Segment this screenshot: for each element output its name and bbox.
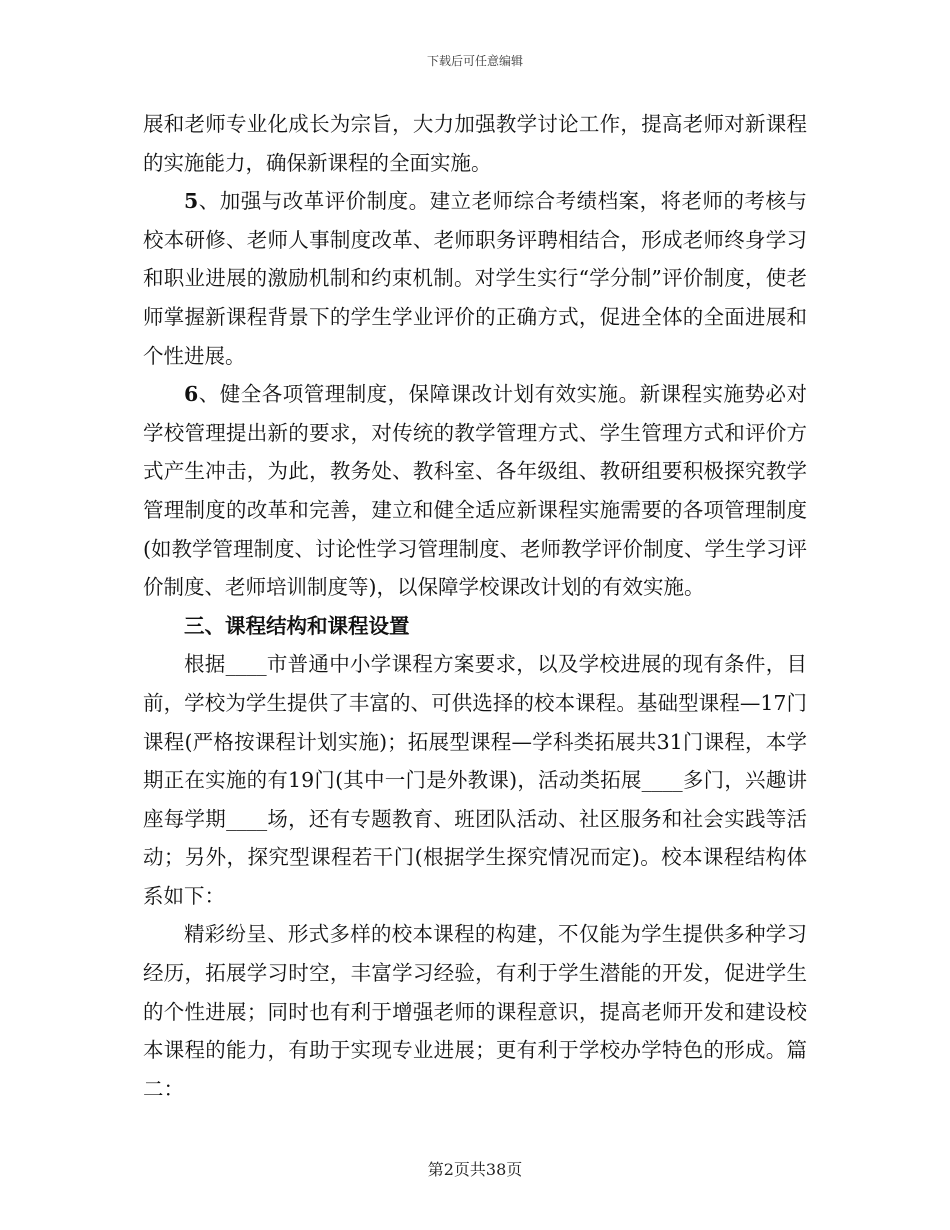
paragraph-curriculum: 根据____市普通中小学课程方案要求，以及学校进展的现有条件，目前，学校为学生提供了丰富的、可供选择的校本课程。基础型课程—17门课程(严格按课程计划实施)；拓展型课程—学科类拓展共31门课程，本学期正在实施的有19门(其中一门是外教课)，活动类拓展____多门，兴趣讲座每学期____场，还有专题教育、班团队活动、社区服务和社会实践等活动；另外，探究型课程若干门(根据学生探究情况而定)。校本课程结构体系如下： (143, 652, 807, 908)
item-number: 6 (184, 382, 199, 407)
paragraph-summary: 精彩纷呈、形式多样的校本课程的构建，不仅能为学生提供多种学习经历，拓展学习时空，丰富学习经验，有利于学生潜能的开发，促进学生的个性进展；同时也有利于增强老师的课程意识，提高老师开发和建设校本课程的能力，有助于实现专业进展；更有利于学校办学特色的形成。篇二： (143, 922, 807, 1101)
item-text: 、加强与改革评价制度。建立老师综合考绩档案，将老师的考核与校本研修、老师人事制度改革、老师职务评聘相结合，形成老师终身学习和职业进展的激励机制和约束机制。对学生实行“学分制”评价制度，使老师掌握新课程背景下的学生学业评价的正确方式，促进全体的全面进展和个性进展。 (143, 189, 807, 368)
paragraph-continued: 展和老师专业化成长为宗旨，大力加强教学讨论工作，提高老师对新课程的实施能力，确保新课程的全面实施。 (143, 112, 807, 175)
page-header: 下载后可任意编辑 (426, 54, 523, 68)
item-text: 、健全各项管理制度，保障课改计划有效实施。新课程实施势必对学校管理提出新的要求，对传统的教学管理方式、学生管理方式和评价方式产生冲击，为此，教务处、教科室、各年级组、教研组要积极探究教学管理制度的改革和完善，建立和健全适应新课程实施需要的各项管理制度(如教学管理制度、讨论性学习管理制度、老师教学评价制度、学生学习评价制度、老师培训制度等)，以保障学校课改计划的有效实施。 (143, 382, 807, 600)
paragraph-item-6 (143, 375, 807, 607)
section-heading: 三、课程结构和课程设置 (184, 613, 410, 638)
paragraph-item-5 (143, 182, 807, 375)
item-number: 5 (184, 189, 199, 214)
page-footer: 第2页共38页 (427, 1160, 523, 1179)
document-body (143, 105, 807, 1108)
